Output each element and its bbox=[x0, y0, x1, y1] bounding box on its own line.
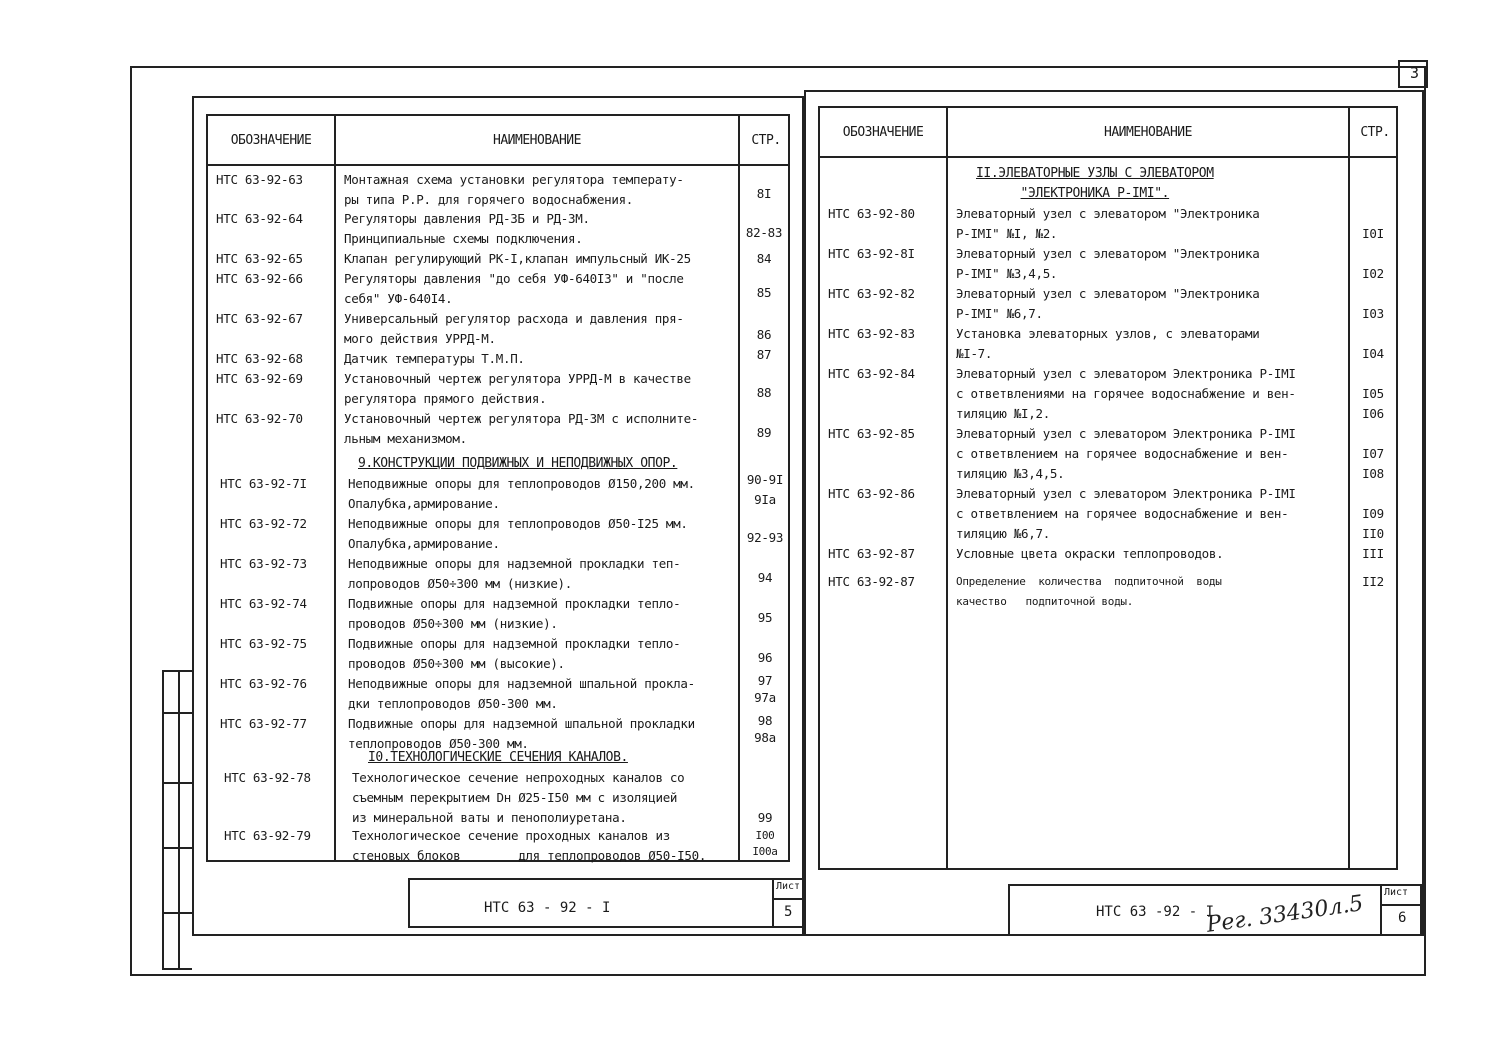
left-stamp-code: НТС 63 - 92 - I bbox=[484, 900, 611, 916]
corner-page-number: 3 bbox=[1410, 64, 1420, 82]
right-header-name: НАИМЕНОВАНИЕ bbox=[1104, 124, 1192, 140]
left-stamp-sheet: 5 bbox=[784, 904, 793, 920]
right-title-block bbox=[1008, 884, 1422, 936]
left-header-name: НАИМЕНОВАНИЕ bbox=[493, 132, 581, 148]
right-contents-table: ОБОЗНАЧЕНИЕ НАИМЕНОВАНИЕ СТР. II.ЭЛЕВАТОРНЫЕ УЗЛЫ С ЭЛЕВАТОРОМ "ЭЛЕКТРОНИКА Р-IМI". НТС 63-92-80 Элеваторный узел с элеватором "Электроника Р-IМI" №I, №2. I0I НТС 63-92-8I Элеваторный узел с элеватором "Электроника Р-IМI" №3,4,5. I02 НТС 63-92-82 Элеваторный узел с элеватором "Электроника Р-IМI" №6,7. I03 НТС 63-92-83 Установка элеваторных узлов, с элеваторами №I-7. I04 НТС 63-92-84 Элеваторный узел с элеватором Электроника Р-IМI с ответвлениями на горячее водоснабжение и вен- тиляцию №I,2. I05 I06 НТС 63-92-85 Элеваторный узел с элеватором Электроника Р-IМI с ответвлением на горячее водоснабжение и вен- тиляцию №3,4,5. I07 I08 НТС 63-92-86 Элеваторный узел с элеватором Электроника Р-IМI с ответвлением на горячее водоснабжение и вен- тиляцию №6,7. I09 II0 НТС 63-92-87 Условные цвета окраски теплопроводов. III НТС 63-92-87 Определение количества подпиточной воды качество подпиточной воды. II2 bbox=[818, 106, 1398, 870]
right-stamp-sheet-label: Лист bbox=[1384, 887, 1409, 898]
section-heading: 9.КОНСТРУКЦИИ ПОДВИЖНЫХ И НЕПОДВИЖНЫХ ОПОР. bbox=[358, 456, 678, 471]
left-header-page: СТР. bbox=[751, 132, 781, 148]
left-header-code: ОБОЗНАЧЕНИЕ bbox=[230, 132, 312, 148]
right-header-page: СТР. bbox=[1360, 124, 1390, 140]
binding-strip bbox=[162, 670, 192, 970]
right-header-code: ОБОЗНАЧЕНИЕ bbox=[842, 124, 924, 140]
left-contents-table: ОБОЗНАЧЕНИЕ НАИМЕНОВАНИЕ СТР. НТС 63-92-63 Монтажная схема установки регулятора температу- ры типа Р.Р. для горячего водоснабжения. 8I НТС 63-92-64 Регуляторы давления РД-3Б и РД-3М. Принципиальные схемы подключения. 82-83 НТС 63-92-65 Клапан регулирующий РК-I,клапан импульсный ИК-25 84 НТС 63-92-66 Регуляторы давления "до себя УФ-640I3" и "после себя" УФ-640I4. 85 НТС 63-92-67 Универсальный регулятор расхода и давления пря- мого действия УРРД-М. 86 НТС 63-92-68 Датчик температуры Т.М.П. 87 НТС 63-92-69 Установочный чертеж регулятора УРРД-М в качестве регулятора прямого действия. 88 НТС 63-92-70 Установочный чертеж регулятора РД-3М с исполните- льным механизмом. 89 9.КОНСТРУКЦИИ ПОДВИЖНЫХ И НЕПОДВИЖНЫХ ОПОР. НТС 63-92-7I Неподвижные опоры для теплопроводов Ø150,200 мм. Опалубка,армирование. 90-9I 9Iа НТС 63-92-72 Неподвижные опоры для теплопроводов Ø50-I25 мм. Опалубка,армирование. 92-93 НТС 63-92-73 Неподвижные опоры для надземной прокладки теп- лопроводов Ø50÷300 мм (низкие). 94 НТС 63-92-74 Подвижные опоры для надземной прокладки тепло- проводов Ø50÷300 мм (низкие). 95 НТС 63-92-75 Подвижные опоры для надземной прокладки тепло- проводов Ø50÷300 мм (высокие). 96 НТС 63-92-76 Неподвижные опоры для надземной шпальной прокла- дки теплопроводов Ø50-300 мм. 97 97а НТС 63-92-77 Подвижные опоры для надземной шпальной прокладки теплопроводов Ø50-300 мм. 98 98а I0.ТЕХНОЛОГИЧЕСКИЕ СЕЧЕНИЯ КАНАЛОВ. НТС 63-92-78 Технологическое сечение непроходных каналов со съемным перекрытием Dн Ø25-I50 мм с изоляцией из минеральной ваты и пенополиуретана. 99 НТС 63-92-79 Технологическое сечение проходных каналов из стеновых блоков для теплопроводов Ø50-I50. I00 I00а bbox=[206, 114, 790, 862]
left-title-block bbox=[408, 878, 804, 928]
right-stamp-sheet: 6 bbox=[1398, 910, 1407, 926]
right-stamp-code: НТС 63 -92 - I bbox=[1096, 904, 1215, 920]
section-heading: I0.ТЕХНОЛОГИЧЕСКИЕ СЕЧЕНИЯ КАНАЛОВ. bbox=[368, 750, 628, 765]
left-stamp-sheet-label: Лист bbox=[776, 881, 801, 892]
handwritten-registration: Рег. 33430л.5 bbox=[1205, 891, 1365, 938]
section-heading: II.ЭЛЕВАТОРНЫЕ УЗЛЫ С ЭЛЕВАТОРОМ "ЭЛЕКТРОНИКА Р-IМI". bbox=[976, 166, 1214, 201]
